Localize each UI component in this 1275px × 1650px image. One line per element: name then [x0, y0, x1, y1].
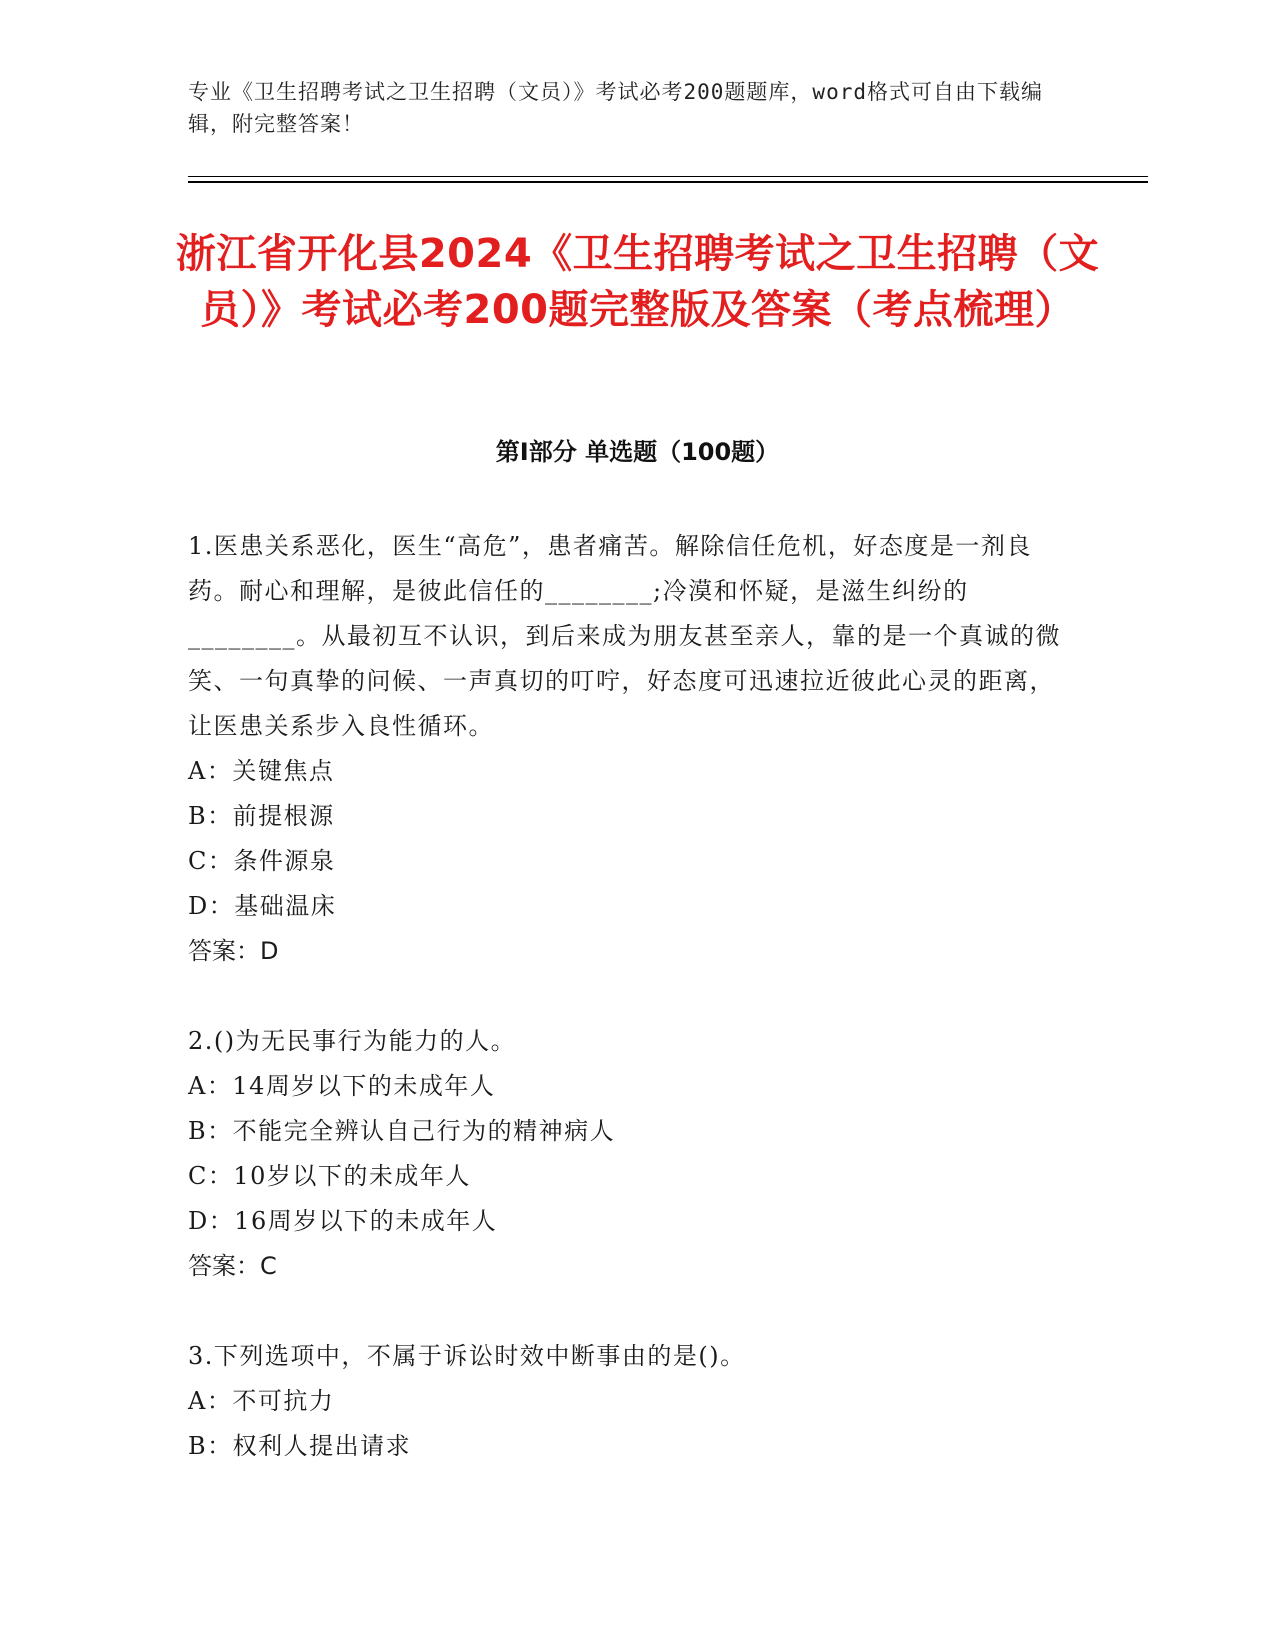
option-c: C：10岁以下的未成年人: [188, 1162, 471, 1190]
question-list: [188, 524, 1068, 1514]
header-note: 专业《卫生招聘考试之卫生招聘（文员）》考试必考200题题库，word格式可自由下载编辑，附完整答案！: [188, 80, 1043, 136]
option-b: B：权利人提出请求: [188, 1432, 412, 1460]
question-1: [188, 524, 1068, 974]
question-stem: 2.()为无民事行为能力的人。: [188, 1027, 517, 1055]
document-title: 浙江省开化县2024《卫生招聘考试之卫生招聘（文员）》考试必考200题完整版及答案（考点梳理）: [175, 231, 1100, 333]
section-heading: 第Ⅰ部分 单选题（100题）: [495, 438, 780, 466]
option-b: B：前提根源: [188, 802, 335, 830]
answer: 答案：D: [188, 937, 279, 965]
question-stem: 1.医患关系恶化，医生“高危”，患者痛苦。解除信任危机，好态度是一剂良药。耐心和理解，是彼此信任的________;冷漠和怀疑，是滋生纠纷的________。从最初互不认识，到后来成为朋友甚至亲人，靠的是一个真诚的微笑、一句真挚的问候、一声真切的叮咛，好态度可迅速拉近彼此心灵的距离，让医患关系步入良性循环。: [188, 532, 1061, 740]
option-a: A：不可抗力: [188, 1387, 335, 1415]
option-d: D：16周岁以下的未成年人: [188, 1207, 498, 1235]
question-stem: 3.下列选项中，不属于诉讼时效中断事由的是()。: [188, 1342, 746, 1370]
header-rule-thick: [188, 181, 1148, 183]
option-a: A：关键焦点: [188, 757, 335, 785]
answer: 答案：C: [188, 1252, 277, 1280]
question-3: [188, 1334, 1068, 1469]
header-rule-thin: [188, 176, 1148, 177]
question-2: [188, 1019, 1068, 1289]
option-b: B：不能完全辨认自己行为的精神病人: [188, 1117, 616, 1145]
option-c: C：条件源泉: [188, 847, 336, 875]
option-a: A：14周岁以下的未成年人: [188, 1072, 496, 1100]
option-d: D：基础温床: [188, 892, 337, 920]
